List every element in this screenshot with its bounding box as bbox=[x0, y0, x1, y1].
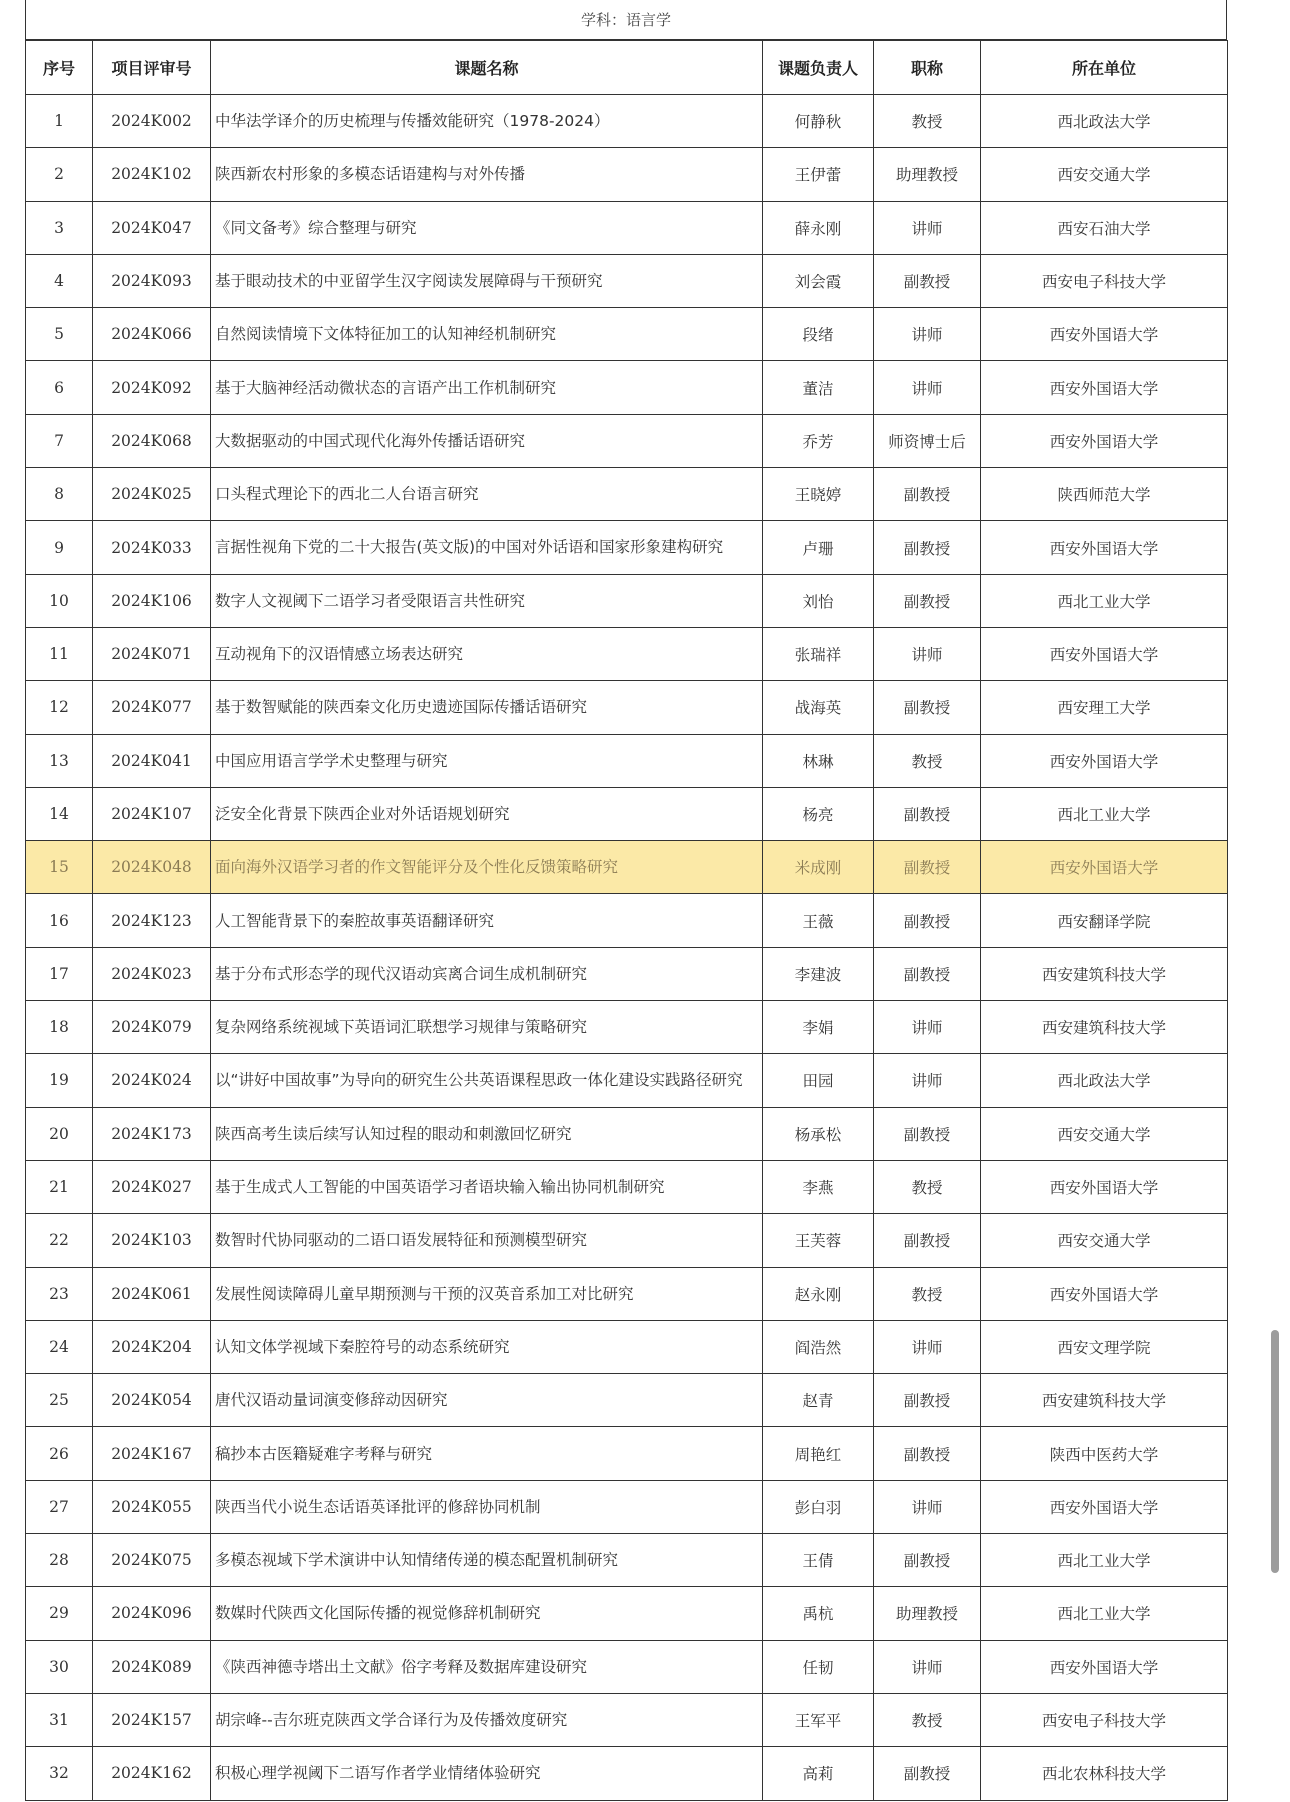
table-row bbox=[26, 1480, 1228, 1533]
cell-code: 2024K054 bbox=[93, 1374, 211, 1427]
cell-unit: 西北工业大学 bbox=[981, 1587, 1228, 1640]
table-row bbox=[26, 1640, 1228, 1693]
cell-unit: 西安外国语大学 bbox=[981, 1640, 1228, 1693]
cell-code: 2024K047 bbox=[93, 201, 211, 254]
cell-person: 王晓婷 bbox=[763, 468, 874, 521]
cell-person: 任韧 bbox=[763, 1640, 874, 1693]
cell-unit: 西北政法大学 bbox=[981, 1054, 1228, 1107]
cell-unit: 西安外国语大学 bbox=[981, 1160, 1228, 1213]
cell-no: 32 bbox=[26, 1747, 93, 1800]
cell-rank: 讲师 bbox=[874, 1001, 981, 1054]
cell-no: 7 bbox=[26, 414, 93, 467]
cell-rank: 副教授 bbox=[874, 468, 981, 521]
cell-no: 27 bbox=[26, 1480, 93, 1533]
cell-rank: 讲师 bbox=[874, 361, 981, 414]
cell-unit: 西安外国语大学 bbox=[981, 1480, 1228, 1533]
cell-title: 自然阅读情境下文体特征加工的认知神经机制研究 bbox=[211, 308, 763, 361]
cell-no: 3 bbox=[26, 201, 93, 254]
cell-no: 15 bbox=[26, 841, 93, 894]
cell-code: 2024K024 bbox=[93, 1054, 211, 1107]
cell-person: 刘会霞 bbox=[763, 254, 874, 307]
cell-rank: 教授 bbox=[874, 1160, 981, 1213]
subject-heading: 学科：语言学 bbox=[25, 0, 1227, 40]
cell-code: 2024K096 bbox=[93, 1587, 211, 1640]
cell-code: 2024K123 bbox=[93, 894, 211, 947]
cell-title: 陕西高考生读后续写认知过程的眼动和刺激回忆研究 bbox=[211, 1107, 763, 1160]
table-row bbox=[26, 1534, 1228, 1587]
cell-no: 16 bbox=[26, 894, 93, 947]
cell-person: 李燕 bbox=[763, 1160, 874, 1213]
cell-person: 禹杭 bbox=[763, 1587, 874, 1640]
cell-rank: 教授 bbox=[874, 1267, 981, 1320]
cell-no: 29 bbox=[26, 1587, 93, 1640]
cell-title: 基于大脑神经活动微状态的言语产出工作机制研究 bbox=[211, 361, 763, 414]
cell-person: 董洁 bbox=[763, 361, 874, 414]
cell-unit: 西安电子科技大学 bbox=[981, 254, 1228, 307]
cell-person: 赵青 bbox=[763, 1374, 874, 1427]
cell-title: 积极心理学视阈下二语写作者学业情绪体验研究 bbox=[211, 1747, 763, 1800]
vertical-scrollbar-thumb[interactable] bbox=[1271, 1330, 1279, 1573]
cell-person: 卢珊 bbox=[763, 521, 874, 574]
table-row bbox=[26, 681, 1228, 734]
cell-unit: 西安交通大学 bbox=[981, 1107, 1228, 1160]
cell-rank: 讲师 bbox=[874, 1320, 981, 1373]
cell-no: 1 bbox=[26, 95, 93, 148]
cell-title: 基于生成式人工智能的中国英语学习者语块输入输出协同机制研究 bbox=[211, 1160, 763, 1213]
table-row bbox=[26, 95, 1228, 148]
cell-code: 2024K077 bbox=[93, 681, 211, 734]
cell-code: 2024K106 bbox=[93, 574, 211, 627]
cell-person: 彭白羽 bbox=[763, 1480, 874, 1533]
cell-unit: 西安外国语大学 bbox=[981, 521, 1228, 574]
header-title: 课题名称 bbox=[211, 41, 763, 95]
cell-rank: 副教授 bbox=[874, 1534, 981, 1587]
table-row bbox=[26, 947, 1228, 1000]
cell-rank: 助理教授 bbox=[874, 1587, 981, 1640]
cell-unit: 西安电子科技大学 bbox=[981, 1693, 1228, 1746]
cell-title: 以“讲好中国故事”为导向的研究生公共英语课程思政一体化建设实践路径研究 bbox=[211, 1054, 763, 1107]
cell-code: 2024K048 bbox=[93, 841, 211, 894]
cell-title: 陕西新农村形象的多模态话语建构与对外传播 bbox=[211, 148, 763, 201]
cell-no: 4 bbox=[26, 254, 93, 307]
cell-rank: 副教授 bbox=[874, 1374, 981, 1427]
cell-person: 王军平 bbox=[763, 1693, 874, 1746]
cell-rank: 副教授 bbox=[874, 1747, 981, 1800]
cell-no: 14 bbox=[26, 787, 93, 840]
table-row bbox=[26, 521, 1228, 574]
cell-unit: 西安石油大学 bbox=[981, 201, 1228, 254]
cell-code: 2024K061 bbox=[93, 1267, 211, 1320]
cell-unit: 西安交通大学 bbox=[981, 1214, 1228, 1267]
table-header-row bbox=[26, 41, 1228, 95]
cell-unit: 西安外国语大学 bbox=[981, 627, 1228, 680]
header-rank: 职称 bbox=[874, 41, 981, 95]
cell-code: 2024K066 bbox=[93, 308, 211, 361]
cell-unit: 西安外国语大学 bbox=[981, 308, 1228, 361]
cell-title: 基于分布式形态学的现代汉语动宾离合词生成机制研究 bbox=[211, 947, 763, 1000]
cell-unit: 西安外国语大学 bbox=[981, 1267, 1228, 1320]
cell-rank: 讲师 bbox=[874, 1054, 981, 1107]
cell-code: 2024K093 bbox=[93, 254, 211, 307]
cell-unit: 西安文理学院 bbox=[981, 1320, 1228, 1373]
table-row bbox=[26, 1107, 1228, 1160]
cell-no: 30 bbox=[26, 1640, 93, 1693]
cell-rank: 助理教授 bbox=[874, 148, 981, 201]
table-row bbox=[26, 627, 1228, 680]
cell-no: 13 bbox=[26, 734, 93, 787]
cell-unit: 西安外国语大学 bbox=[981, 414, 1228, 467]
header-code: 项目评审号 bbox=[93, 41, 211, 95]
cell-rank: 讲师 bbox=[874, 201, 981, 254]
cell-code: 2024K089 bbox=[93, 1640, 211, 1693]
cell-person: 王薇 bbox=[763, 894, 874, 947]
cell-code: 2024K075 bbox=[93, 1534, 211, 1587]
cell-rank: 师资博士后 bbox=[874, 414, 981, 467]
cell-rank: 讲师 bbox=[874, 1640, 981, 1693]
cell-no: 11 bbox=[26, 627, 93, 680]
cell-unit: 陕西师范大学 bbox=[981, 468, 1228, 521]
cell-title: 人工智能背景下的秦腔故事英语翻译研究 bbox=[211, 894, 763, 947]
table-row bbox=[26, 414, 1228, 467]
cell-no: 17 bbox=[26, 947, 93, 1000]
cell-person: 杨亮 bbox=[763, 787, 874, 840]
cell-no: 31 bbox=[26, 1693, 93, 1746]
cell-no: 23 bbox=[26, 1267, 93, 1320]
table-row bbox=[26, 1374, 1228, 1427]
cell-no: 10 bbox=[26, 574, 93, 627]
cell-rank: 讲师 bbox=[874, 627, 981, 680]
table-row bbox=[26, 1001, 1228, 1054]
cell-person: 阎浩然 bbox=[763, 1320, 874, 1373]
cell-title: 数媒时代陕西文化国际传播的视觉修辞机制研究 bbox=[211, 1587, 763, 1640]
cell-person: 周艳红 bbox=[763, 1427, 874, 1480]
cell-code: 2024K023 bbox=[93, 947, 211, 1000]
cell-title: 唐代汉语动量词演变修辞动因研究 bbox=[211, 1374, 763, 1427]
cell-rank: 副教授 bbox=[874, 947, 981, 1000]
cell-person: 战海英 bbox=[763, 681, 874, 734]
cell-title: 复杂网络系统视域下英语词汇联想学习规律与策略研究 bbox=[211, 1001, 763, 1054]
cell-code: 2024K157 bbox=[93, 1693, 211, 1746]
cell-title: 数字人文视阈下二语学习者受限语言共性研究 bbox=[211, 574, 763, 627]
cell-no: 28 bbox=[26, 1534, 93, 1587]
cell-rank: 教授 bbox=[874, 1693, 981, 1746]
cell-person: 王伊蕾 bbox=[763, 148, 874, 201]
cell-no: 9 bbox=[26, 521, 93, 574]
cell-person: 段绪 bbox=[763, 308, 874, 361]
cell-rank: 副教授 bbox=[874, 681, 981, 734]
cell-no: 21 bbox=[26, 1160, 93, 1213]
cell-code: 2024K107 bbox=[93, 787, 211, 840]
cell-title: 陕西当代小说生态话语英译批评的修辞协同机制 bbox=[211, 1480, 763, 1533]
cell-title: 大数据驱动的中国式现代化海外传播话语研究 bbox=[211, 414, 763, 467]
cell-unit: 西安翻译学院 bbox=[981, 894, 1228, 947]
cell-code: 2024K167 bbox=[93, 1427, 211, 1480]
cell-person: 刘怡 bbox=[763, 574, 874, 627]
cell-person: 王芙蓉 bbox=[763, 1214, 874, 1267]
cell-title: 面向海外汉语学习者的作文智能评分及个性化反馈策略研究 bbox=[211, 841, 763, 894]
header-unit: 所在单位 bbox=[981, 41, 1228, 95]
cell-no: 8 bbox=[26, 468, 93, 521]
table-row bbox=[26, 254, 1228, 307]
cell-rank: 副教授 bbox=[874, 254, 981, 307]
table-row bbox=[26, 574, 1228, 627]
document-sheet bbox=[25, 0, 1227, 1801]
cell-unit: 西北工业大学 bbox=[981, 1534, 1228, 1587]
cell-unit: 西安外国语大学 bbox=[981, 734, 1228, 787]
cell-rank: 副教授 bbox=[874, 787, 981, 840]
cell-title: 言据性视角下党的二十大报告(英文版)的中国对外话语和国家形象建构研究 bbox=[211, 521, 763, 574]
cell-title: 中华法学译介的历史梳理与传播效能研究（1978-2024） bbox=[211, 95, 763, 148]
table-row bbox=[26, 787, 1228, 840]
cell-no: 22 bbox=[26, 1214, 93, 1267]
cell-no: 26 bbox=[26, 1427, 93, 1480]
cell-person: 高莉 bbox=[763, 1747, 874, 1800]
cell-unit: 西安建筑科技大学 bbox=[981, 1374, 1228, 1427]
table-row bbox=[26, 1054, 1228, 1107]
cell-no: 20 bbox=[26, 1107, 93, 1160]
cell-no: 24 bbox=[26, 1320, 93, 1373]
cell-code: 2024K173 bbox=[93, 1107, 211, 1160]
cell-person: 赵永刚 bbox=[763, 1267, 874, 1320]
cell-title: 基于数智赋能的陕西秦文化历史遗迹国际传播话语研究 bbox=[211, 681, 763, 734]
cell-person: 田园 bbox=[763, 1054, 874, 1107]
cell-unit: 西北农林科技大学 bbox=[981, 1747, 1228, 1800]
cell-person: 张瑞祥 bbox=[763, 627, 874, 680]
header-no: 序号 bbox=[26, 41, 93, 95]
cell-rank: 教授 bbox=[874, 734, 981, 787]
cell-title: 发展性阅读障碍儿童早期预测与干预的汉英音系加工对比研究 bbox=[211, 1267, 763, 1320]
cell-no: 6 bbox=[26, 361, 93, 414]
table-row bbox=[26, 1267, 1228, 1320]
cell-unit: 陕西中医药大学 bbox=[981, 1427, 1228, 1480]
table-row bbox=[26, 148, 1228, 201]
cell-title: 基于眼动技术的中亚留学生汉字阅读发展障碍与干预研究 bbox=[211, 254, 763, 307]
cell-unit: 西北工业大学 bbox=[981, 787, 1228, 840]
cell-title: 中国应用语言学学术史整理与研究 bbox=[211, 734, 763, 787]
cell-unit: 西安建筑科技大学 bbox=[981, 947, 1228, 1000]
cell-code: 2024K041 bbox=[93, 734, 211, 787]
cell-code: 2024K102 bbox=[93, 148, 211, 201]
cell-title: 数智时代协同驱动的二语口语发展特征和预测模型研究 bbox=[211, 1214, 763, 1267]
cell-unit: 西北工业大学 bbox=[981, 574, 1228, 627]
cell-person: 何静秋 bbox=[763, 95, 874, 148]
cell-person: 李建波 bbox=[763, 947, 874, 1000]
table-row bbox=[26, 1587, 1228, 1640]
cell-title: 胡宗峰--吉尔班克陕西文学合译行为及传播效度研究 bbox=[211, 1693, 763, 1746]
table-row bbox=[26, 1214, 1228, 1267]
cell-rank: 副教授 bbox=[874, 841, 981, 894]
table-row bbox=[26, 308, 1228, 361]
cell-person: 杨承松 bbox=[763, 1107, 874, 1160]
table-row bbox=[26, 734, 1228, 787]
cell-person: 米成刚 bbox=[763, 841, 874, 894]
cell-no: 12 bbox=[26, 681, 93, 734]
cell-rank: 副教授 bbox=[874, 521, 981, 574]
cell-rank: 讲师 bbox=[874, 308, 981, 361]
cell-code: 2024K068 bbox=[93, 414, 211, 467]
cell-title: 《陕西神德寺塔出土文献》俗字考释及数据库建设研究 bbox=[211, 1640, 763, 1693]
cell-title: 互动视角下的汉语情感立场表达研究 bbox=[211, 627, 763, 680]
cell-unit: 西北政法大学 bbox=[981, 95, 1228, 148]
table-row bbox=[26, 1160, 1228, 1213]
cell-code: 2024K071 bbox=[93, 627, 211, 680]
cell-no: 5 bbox=[26, 308, 93, 361]
cell-code: 2024K055 bbox=[93, 1480, 211, 1533]
table-row bbox=[26, 468, 1228, 521]
cell-rank: 副教授 bbox=[874, 1107, 981, 1160]
cell-code: 2024K162 bbox=[93, 1747, 211, 1800]
cell-unit: 西安外国语大学 bbox=[981, 361, 1228, 414]
table-row bbox=[26, 361, 1228, 414]
cell-person: 林琳 bbox=[763, 734, 874, 787]
cell-title: 《同文备考》综合整理与研究 bbox=[211, 201, 763, 254]
header-person: 课题负责人 bbox=[763, 41, 874, 95]
cell-unit: 西安交通大学 bbox=[981, 148, 1228, 201]
cell-rank: 教授 bbox=[874, 95, 981, 148]
cell-title: 多模态视域下学术演讲中认知情绪传递的模态配置机制研究 bbox=[211, 1534, 763, 1587]
cell-code: 2024K204 bbox=[93, 1320, 211, 1373]
table-row bbox=[26, 1693, 1228, 1746]
cell-person: 乔芳 bbox=[763, 414, 874, 467]
cell-code: 2024K002 bbox=[93, 95, 211, 148]
cell-title: 认知文体学视域下秦腔符号的动态系统研究 bbox=[211, 1320, 763, 1373]
cell-code: 2024K092 bbox=[93, 361, 211, 414]
table-row-highlighted bbox=[26, 841, 1228, 894]
table-row bbox=[26, 1320, 1228, 1373]
cell-no: 25 bbox=[26, 1374, 93, 1427]
cell-rank: 副教授 bbox=[874, 1427, 981, 1480]
cell-code: 2024K079 bbox=[93, 1001, 211, 1054]
project-table bbox=[25, 40, 1228, 1801]
cell-rank: 讲师 bbox=[874, 1480, 981, 1533]
cell-no: 18 bbox=[26, 1001, 93, 1054]
cell-unit: 西安外国语大学 bbox=[981, 841, 1228, 894]
cell-no: 2 bbox=[26, 148, 93, 201]
cell-title: 泛安全化背景下陕西企业对外话语规划研究 bbox=[211, 787, 763, 840]
cell-code: 2024K027 bbox=[93, 1160, 211, 1213]
cell-title: 稿抄本古医籍疑难字考释与研究 bbox=[211, 1427, 763, 1480]
cell-title: 口头程式理论下的西北二人台语言研究 bbox=[211, 468, 763, 521]
cell-rank: 副教授 bbox=[874, 574, 981, 627]
cell-person: 薛永刚 bbox=[763, 201, 874, 254]
cell-unit: 西安建筑科技大学 bbox=[981, 1001, 1228, 1054]
cell-person: 王倩 bbox=[763, 1534, 874, 1587]
cell-code: 2024K103 bbox=[93, 1214, 211, 1267]
cell-no: 19 bbox=[26, 1054, 93, 1107]
table-row bbox=[26, 1747, 1228, 1800]
table-row bbox=[26, 1427, 1228, 1480]
cell-code: 2024K025 bbox=[93, 468, 211, 521]
cell-code: 2024K033 bbox=[93, 521, 211, 574]
table-row bbox=[26, 201, 1228, 254]
cell-unit: 西安理工大学 bbox=[981, 681, 1228, 734]
table-row bbox=[26, 894, 1228, 947]
cell-person: 李娟 bbox=[763, 1001, 874, 1054]
cell-rank: 副教授 bbox=[874, 1214, 981, 1267]
cell-rank: 副教授 bbox=[874, 894, 981, 947]
